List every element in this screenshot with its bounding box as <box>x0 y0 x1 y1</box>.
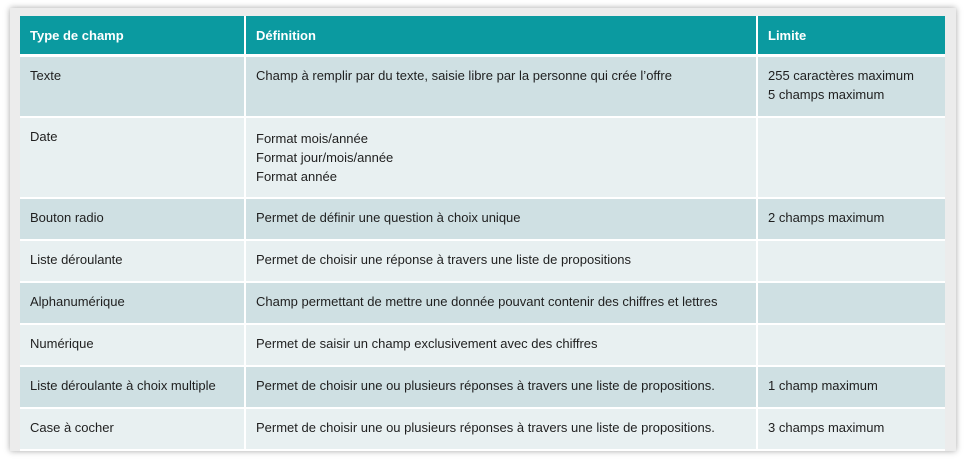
cell-type: Liste déroulante <box>20 240 245 282</box>
definition-line: Permet de choisir une ou plusieurs réponses à travers une liste de propositions. <box>256 420 715 435</box>
definition-line: Permet de saisir un champ exclusivement avec des chiffres <box>256 336 598 351</box>
field-types-table <box>20 16 945 451</box>
table-row <box>20 408 945 450</box>
definition-line: Champ à remplir par du texte, saisie libre par la personne qui crée l’offre <box>256 68 672 83</box>
header-type: Type de champ <box>20 16 245 56</box>
definition-line: Format jour/mois/année <box>256 150 394 165</box>
cell-limit <box>757 117 945 198</box>
cell-type: Bouton radio <box>20 198 245 240</box>
limit-line: 1 champ maximum <box>768 378 878 393</box>
cell-limit <box>757 366 945 408</box>
limit-line: 5 champs maximum <box>768 87 885 102</box>
cell-definition <box>245 408 757 450</box>
definition-line: Format mois/année <box>256 131 368 146</box>
definition-line: Permet de définir une question à choix unique <box>256 210 521 225</box>
definition-line: Champ permettant de mettre une donnée pouvant contenir des chiffres et lettres <box>256 294 718 309</box>
table-row <box>20 366 945 408</box>
cell-definition <box>245 198 757 240</box>
cell-type: Case à cocher <box>20 408 245 450</box>
table-row <box>20 282 945 324</box>
cell-type: Numérique <box>20 324 245 366</box>
cell-limit <box>757 324 945 366</box>
table-row <box>20 198 945 240</box>
cell-definition <box>245 56 757 118</box>
table-row <box>20 324 945 366</box>
definition-line: Format année <box>256 169 337 184</box>
cell-definition <box>245 282 757 324</box>
limit-line: 2 champs maximum <box>768 210 885 225</box>
cell-type: Alphanumérique <box>20 282 245 324</box>
cell-definition <box>245 366 757 408</box>
table-row <box>20 117 945 198</box>
cell-limit <box>757 56 945 118</box>
limit-line: 255 caractères maximum <box>768 68 914 83</box>
definition-line: Permet de choisir une ou plusieurs réponses à travers une liste de propositions. <box>256 378 715 393</box>
cell-definition <box>245 324 757 366</box>
cell-limit <box>757 240 945 282</box>
cell-definition <box>245 240 757 282</box>
cell-type: Texte <box>20 56 245 118</box>
header-definition: Définition <box>245 16 757 56</box>
header-limit: Limite <box>757 16 945 56</box>
cell-type: Date <box>20 117 245 198</box>
table-row <box>20 56 945 118</box>
header-row <box>20 16 945 56</box>
limit-line: 3 champs maximum <box>768 420 885 435</box>
cell-limit <box>757 408 945 450</box>
definition-line: Permet de choisir une réponse à travers une liste de propositions <box>256 252 632 267</box>
table-row <box>20 240 945 282</box>
cell-definition <box>245 117 757 198</box>
cell-limit <box>757 198 945 240</box>
table-frame <box>10 8 956 451</box>
cell-type: Liste déroulante à choix multiple <box>20 366 245 408</box>
cell-limit <box>757 282 945 324</box>
